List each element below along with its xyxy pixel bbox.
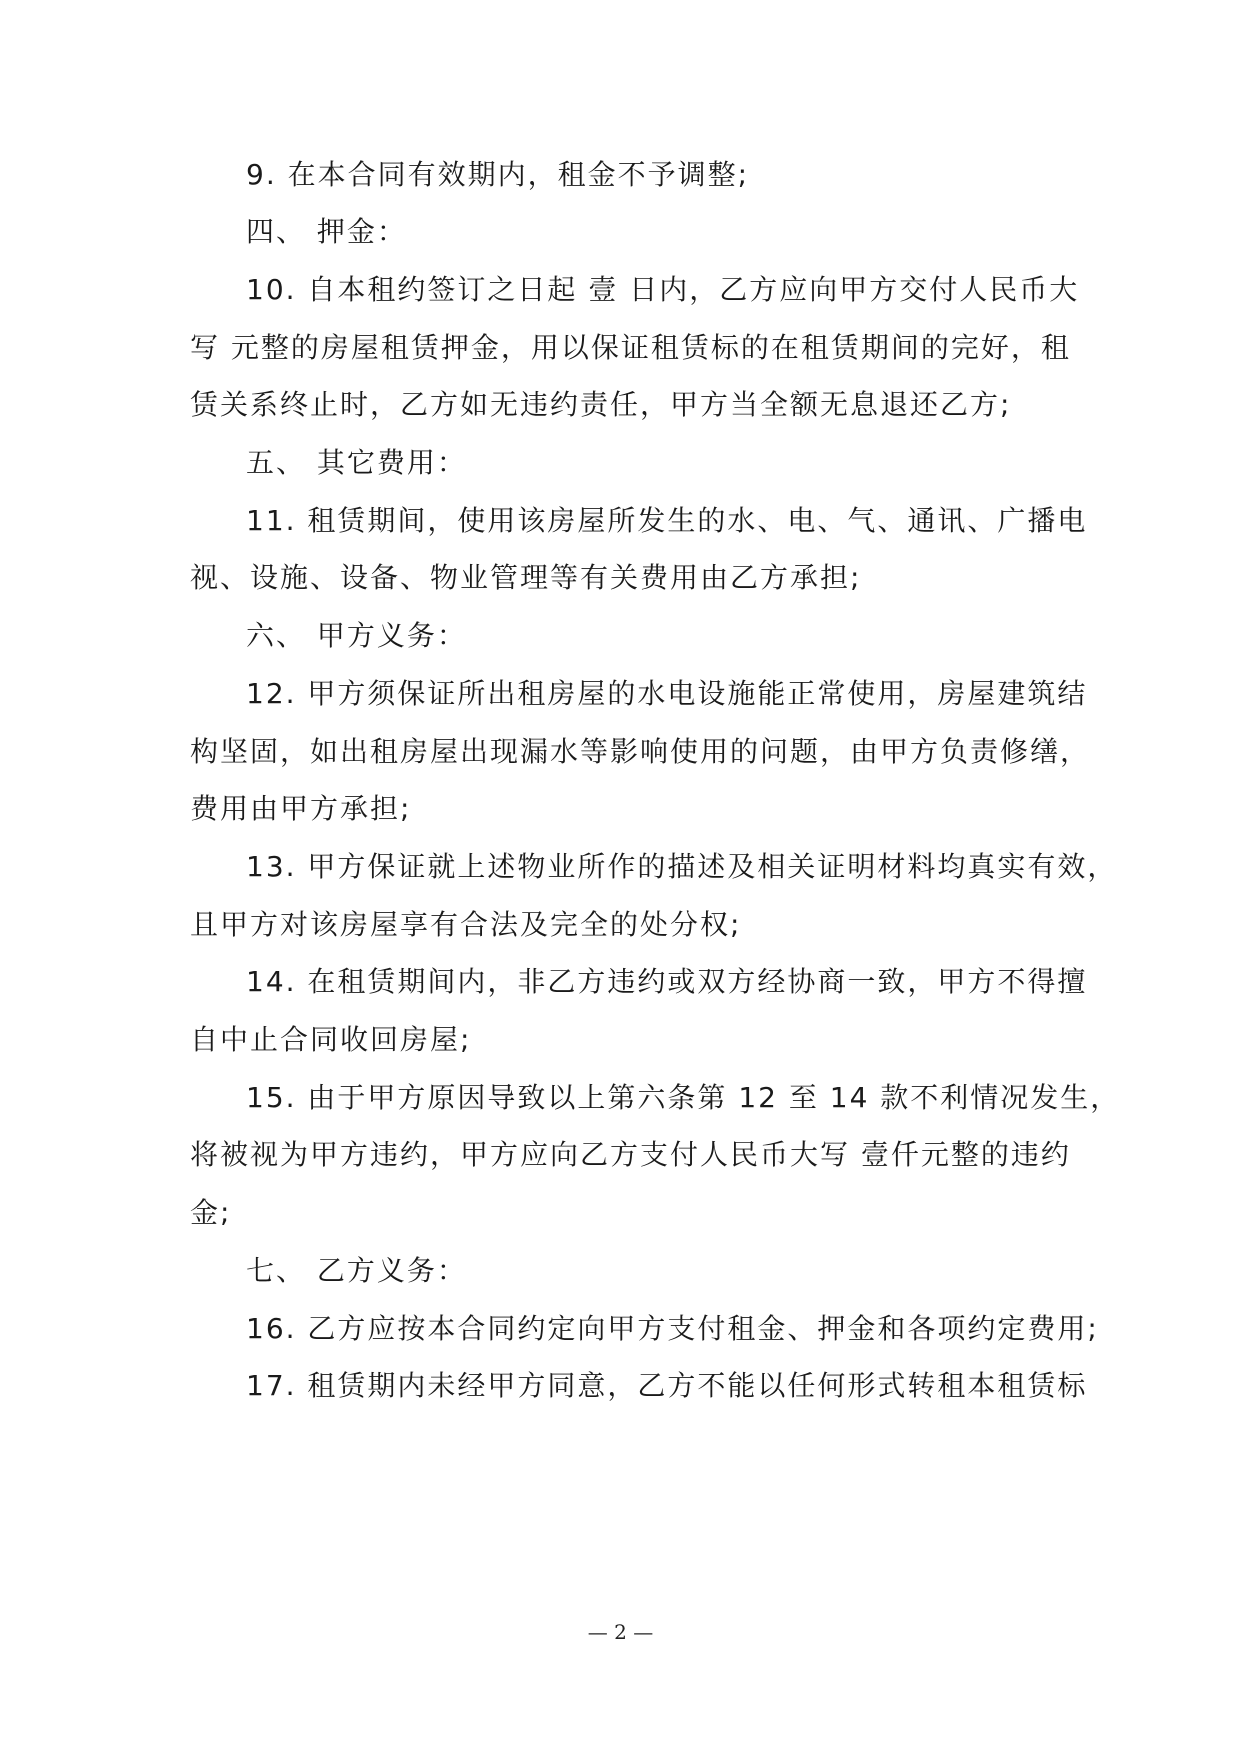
clause-13-line-2: 且甲方对该房屋享有合法及完全的处分权; (190, 908, 742, 941)
clause-11-line-2: 视、设施、设备、物业管理等有关费用由乙方承担; (190, 561, 862, 594)
clause-11-line-1: 11. 租赁期间，使用该房屋所发生的水、电、气、通讯、广播电 (246, 504, 1088, 537)
clause-13-line-1: 13. 甲方保证就上述物业所作的描述及相关证明材料均真实有效， (246, 850, 1118, 883)
clause-15-line-1: 15. 由于甲方原因导致以上第六条第 12 至 14 款不利情况发生， (246, 1081, 1121, 1114)
clause-9-line-1: 9. 在本合同有效期内，租金不予调整; (246, 158, 750, 191)
clause-14-line-2: 自中止合同收回房屋; (190, 1023, 472, 1056)
clause-10-line-2: 写 元整的房屋租赁押金，用以保证租赁标的在租赁期间的完好，租 (190, 331, 1071, 364)
section-5-heading: 五、 其它费用： (246, 446, 467, 479)
page-number: — 2 — (587, 1620, 654, 1644)
clause-10-line-3: 赁关系终止时，乙方如无违约责任，甲方当全额无息退还乙方; (190, 388, 1012, 421)
clause-17-line-1: 17. 租赁期内未经甲方同意，乙方不能以任何形式转租本租赁标 (246, 1369, 1088, 1402)
clause-12-line-2: 构坚固，如出租房屋出现漏水等影响使用的问题，由甲方负责修缮， (190, 735, 1091, 768)
clause-14-line-1: 14. 在租赁期间内，非乙方违约或双方经协商一致，甲方不得擅 (246, 965, 1088, 998)
clause-15-line-2: 将被视为甲方违约，甲方应向乙方支付人民币大写 壹仟元整的违约 (190, 1138, 1071, 1171)
clause-16-line-1: 16. 乙方应按本合同约定向甲方支付租金、押金和各项约定费用; (246, 1312, 1099, 1345)
clause-15-line-3: 金; (190, 1196, 232, 1229)
section-4-heading: 四、 押金： (246, 215, 407, 248)
section-6-heading: 六、 甲方义务： (246, 619, 467, 652)
clause-12-line-3: 费用由甲方承担; (190, 792, 412, 825)
clause-12-line-1: 12. 甲方须保证所出租房屋的水电设施能正常使用，房屋建筑结 (246, 677, 1088, 710)
section-7-heading: 七、 乙方义务： (246, 1254, 467, 1287)
clause-10-line-1: 10. 自本租约签订之日起 壹 日内，乙方应向甲方交付人民币大 (246, 273, 1080, 306)
